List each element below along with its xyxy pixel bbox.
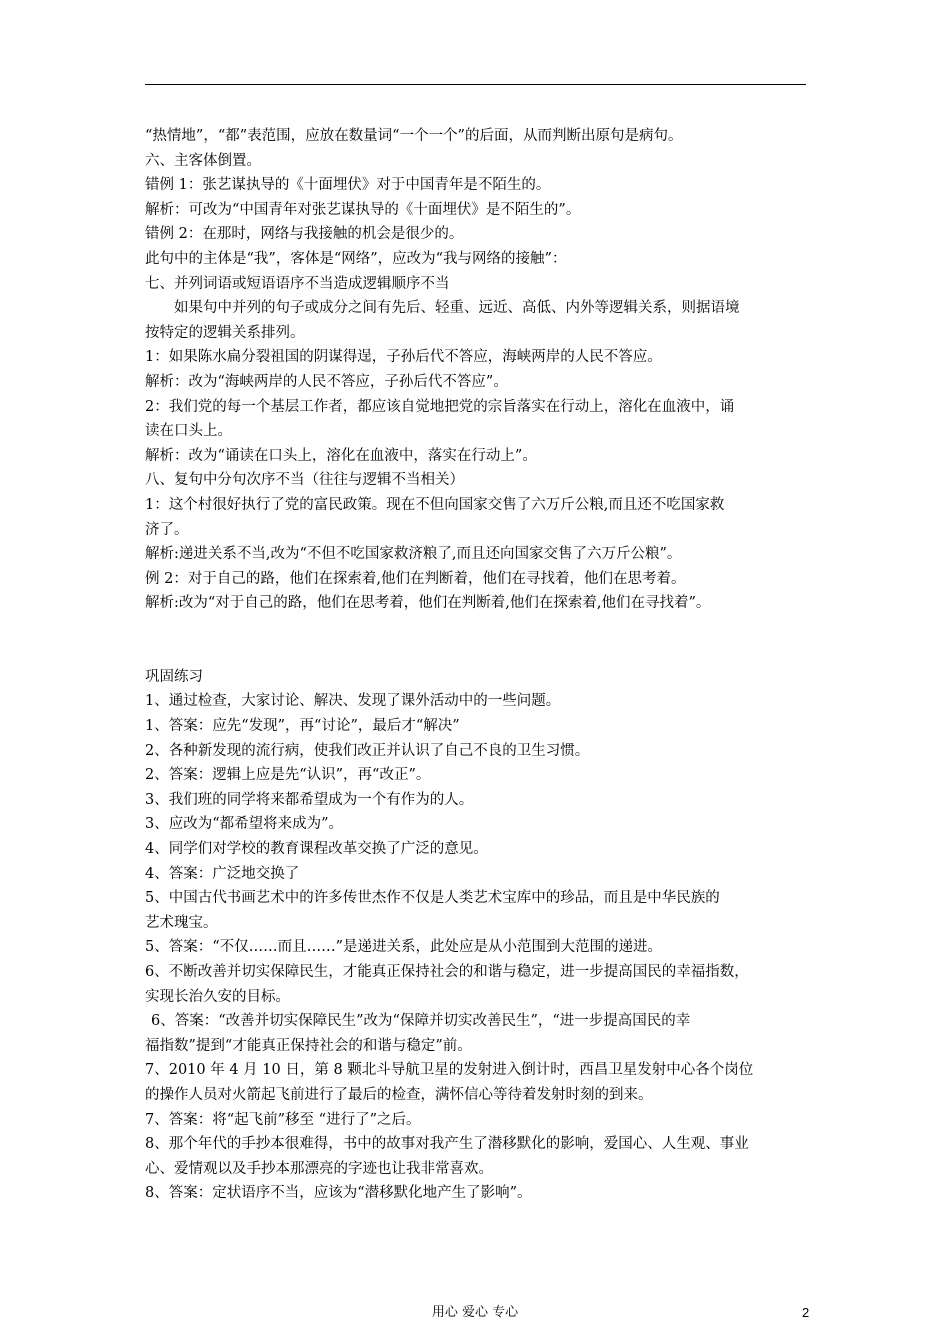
section-heading: 巩固练习 xyxy=(145,668,203,685)
text-line: 2：我们党的每一个基层工作者，都应该自觉地把党的宗旨落实在行动上，溶化在血液中，诵 xyxy=(145,398,735,415)
section-heading: 六、主客体倒置。 xyxy=(145,152,261,169)
text-line: 解析:递进关系不当,改为“不但不吃国家救济粮了,而且还向国家交售了六万斤公粮”。 xyxy=(145,546,682,563)
exercise-line: 2、各种新发现的流行病，使我们改正并认识了自己不良的卫生习惯。 xyxy=(145,742,590,759)
answer-line: 7、答案：将“起飞前”移至 “进行了”之后。 xyxy=(145,1111,421,1128)
section-heading: 七、并列词语或短语语序不当造成逻辑顺序不当 xyxy=(145,275,450,292)
answer-line: 2、答案：逻辑上应是先“认识”，再“改正”。 xyxy=(145,767,431,784)
exercise-line: 4、同学们对学校的教育课程改革交换了广泛的意见。 xyxy=(145,841,488,858)
text-line: 错例 1：张艺谋执导的《十面埋伏》对于中国青年是不陌生的。 xyxy=(145,177,551,194)
exercise-line: 艺术瑰宝。 xyxy=(145,914,218,931)
exercise-line: 5、中国古代书画艺术中的许多传世杰作不仅是人类艺术宝库中的珍品，而且是中华民族的 xyxy=(145,890,720,907)
text-line: 读在口头上。 xyxy=(145,423,232,440)
text-line: 例 2：对于自己的路，他们在探索着,他们在判断着，他们在寻找着，他们在思考着。 xyxy=(145,570,686,587)
footer-text: 用心 爱心 专心 xyxy=(431,1305,519,1320)
page-number: 2 xyxy=(802,1305,810,1320)
exercise-line: 7、2010 年 4 月 10 日，第 8 颗北斗导航卫星的发射进入倒计时，西昌卫星发射中心各个岗位 xyxy=(145,1062,754,1079)
text-line: 1：这个村很好执行了党的富民政策。现在不但向国家交售了六万斤公粮,而且还不吃国家救 xyxy=(145,496,725,513)
exercise-line: 的操作人员对火箭起飞前进行了最后的检查，满怀信心等待着发射时刻的到来。 xyxy=(145,1086,653,1103)
header-rule xyxy=(145,84,806,85)
exercise-line: 3、我们班的同学将来都希望成为一个有作为的人。 xyxy=(145,791,474,808)
section-heading: 八、复句中分句次序不当（往往与逻辑不当相关） xyxy=(145,472,464,489)
text-line: 按特定的逻辑关系排列。 xyxy=(145,324,305,341)
exercise-line: 实现长治久安的目标。 xyxy=(145,988,290,1005)
text-line: 解析：改为“海峡两岸的人民不答应，子孙后代不答应”。 xyxy=(145,373,508,390)
answer-line: 1、答案：应先“发现”，再“讨论”，最后才“解决” xyxy=(145,718,460,735)
answer-line: 8、答案：定状语序不当，应该为“潜移默化地产生了影响”。 xyxy=(145,1185,532,1202)
exercise-line: 6、不断改善并切实保障民生，才能真正保持社会的和谐与稳定，进一步提高国民的幸福指数， xyxy=(145,964,749,980)
text-line: 解析：改为“诵读在口头上，溶化在血液中，落实在行动上”。 xyxy=(145,447,537,464)
text-line: 此句中的主体是“我”，客体是“网络”，应改为“我与网络的接触”： xyxy=(145,250,567,267)
text-line: 错例 2：在那时，网络与我接触的机会是很少的。 xyxy=(145,226,464,243)
text-line: 解析：可改为“中国青年对张艺谋执导的《十面埋伏》是不陌生的”。 xyxy=(145,201,581,218)
answer-line: 福指数”提到“才能真正保持社会的和谐与稳定”前。 xyxy=(145,1037,472,1054)
text-line: “热情地”，“都”表范围，应放在数量词“一个一个”的后面，从而判断出原句是病句。 xyxy=(145,128,683,144)
exercise-line: 1、通过检查，大家讨论、解决、发现了课外活动中的一些问题。 xyxy=(145,693,561,710)
text-line: 1：如果陈水扁分裂祖国的阴谋得逞，子孙后代不答应，海峡两岸的人民不答应。 xyxy=(145,349,662,366)
answer-line: 3、应改为“都希望将来成为”。 xyxy=(145,816,344,833)
exercise-line: 8、那个年代的手抄本很难得，书中的故事对我产生了潜移默化的影响，爱国心、人生观、事业 xyxy=(145,1136,749,1153)
text-line: 如果句中并列的句子或成分之间有先后、轻重、远近、高低、内外等逻辑关系，则据语境 xyxy=(174,300,740,317)
answer-line: 4、答案：广泛地交换了 xyxy=(145,865,300,882)
text-line: 济了。 xyxy=(145,521,189,538)
answer-line: 6、答案：“改善并切实保障民生”改为“保障并切实改善民生”，“进一步提高国民的幸 xyxy=(151,1013,691,1030)
exercise-line: 心、爱情观以及手抄本那漂亮的字迹也让我非常喜欢。 xyxy=(145,1160,493,1177)
answer-line: 5、答案：“不仅……而且……”是递进关系，此处应是从小范围到大范围的递进。 xyxy=(145,939,663,956)
document-body xyxy=(145,124,809,1206)
section-gap xyxy=(145,616,809,665)
text-line: 解析:改为“对于自己的路，他们在思考着，他们在判断着,他们在探索着,他们在寻找着”。 xyxy=(145,595,711,612)
